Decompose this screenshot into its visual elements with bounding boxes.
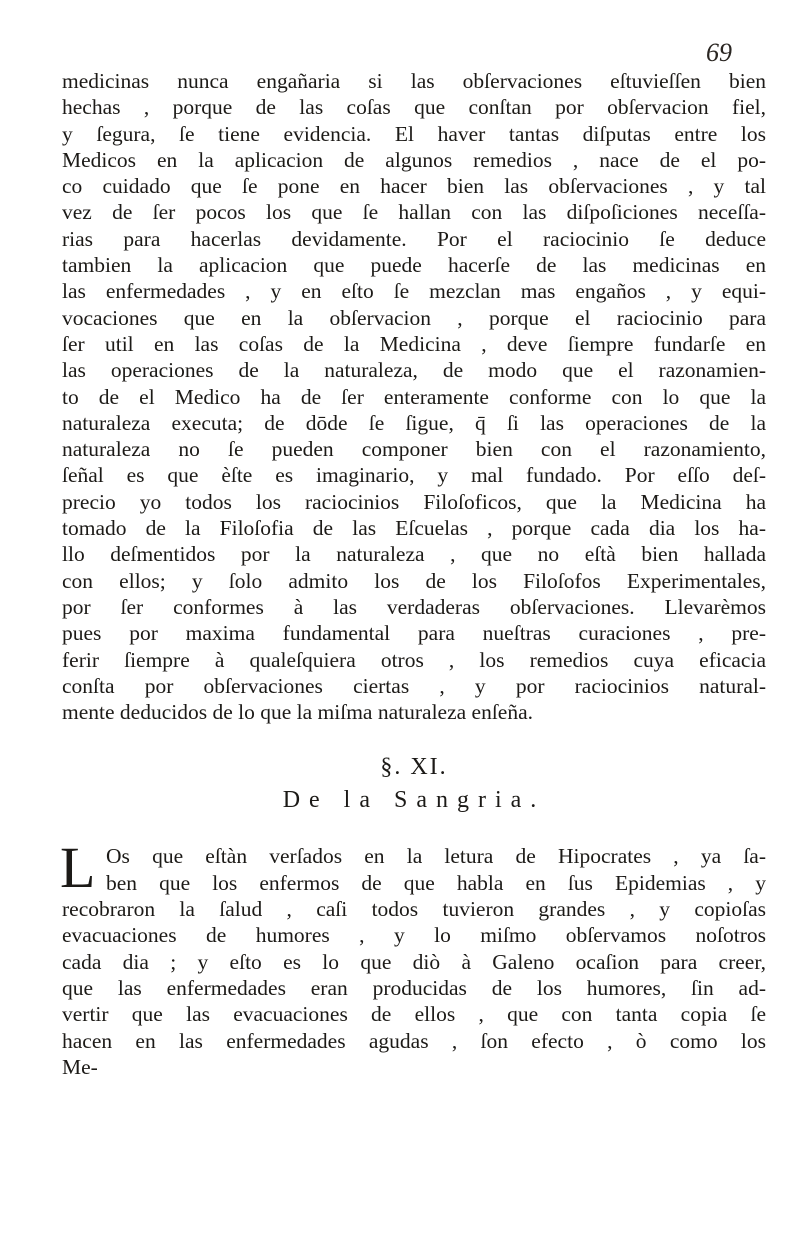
text-line: precio yo todos los raciocinios Filoſoficos, que la Medicina ha: [62, 489, 766, 514]
paragraph-sangria-rest: [62, 896, 766, 1054]
text-line: cada dia ; y eſto es lo que diò à Galeno ocaſion para creer,: [62, 949, 766, 974]
section-number: §. XI.: [380, 754, 448, 781]
text-line: naturaleza no ſe pueden componer bien con el razonamiento,: [62, 437, 766, 462]
text-line: vez de ſer pocos los que ſe hallan con las diſpoſiciones neceſſa-: [62, 200, 766, 225]
text-line: y ſegura, ſe tiene evidencia. El haver tantas diſputas entre los: [62, 121, 766, 146]
text-line: hechas , porque de las coſas que conſtan por obſervacion fiel,: [62, 95, 766, 120]
text-line: pues por maxima fundamental para nueſtras curaciones , pre-: [62, 621, 766, 646]
text-line: co cuidado que ſe pone en hacer bien las obſervaciones , y tal: [62, 174, 766, 199]
text-line: Os que eſtàn verſados en la letura de Hipocrates , ya ſa-: [106, 844, 766, 869]
drop-capital: L: [60, 835, 96, 901]
text-line: ſeñal es que èſte es imaginario, y mal fundado. Por eſſo deſ-: [62, 463, 766, 488]
text-line: to de el Medico ha de ſer enteramente conforme con lo que la: [62, 384, 766, 409]
text-line: mente deducidos de lo que la miſma naturaleza enſeña.: [62, 700, 534, 725]
text-line: ſer util en las coſas de la Medicina , deve ſiempre fundarſe en: [62, 331, 766, 356]
text-line: por ſer conformes à las verdaderas obſervaciones. Llevarèmos: [62, 594, 766, 619]
text-line: hacen en las enfermedades agudas , ſon efecto , ò como los: [62, 1028, 766, 1053]
text-line: rias para hacerlas devidamente. Por el raciocinio ſe deduce: [62, 226, 766, 251]
text-line: con ellos; y ſolo admito los de los Filoſofos Experimentales,: [62, 568, 766, 593]
text-line: tomado de la Filoſofia de las Eſcuelas , porque cada dia los ha-: [62, 516, 766, 541]
page-number: 69: [706, 38, 732, 67]
text-line: vertir que las evacuaciones de ellos , que con tanta copia ſe: [62, 1002, 766, 1027]
section-title: De la Sangria.: [282, 787, 546, 814]
text-line: evacuaciones de humores , y lo miſmo obſervamos noſotros: [62, 923, 766, 948]
page-body: [62, 68, 766, 1080]
paragraph-medicine-reasoning: [62, 68, 766, 725]
text-line: medicinas nunca engañaria si las obſervaciones eſtuvieſſen bien: [62, 69, 766, 93]
text-line: naturaleza executa; de dōde ſe ſigue, q̄ ſi las operaciones de la: [62, 410, 766, 435]
paragraph-sangria: [60, 835, 766, 1080]
text-line: las enfermedades , y en eſto ſe mezclan mas engaños , y equi-: [62, 279, 766, 304]
text-line: ferir ſiempre à qualeſquiera otros , los remedios cuya eficacia: [62, 647, 766, 672]
text-line: Medicos en la aplicacion de algunos remedios , nace de el po-: [62, 147, 766, 172]
text-line: llo deſmentidos por la naturaleza , que no eſtà bien hallada: [62, 542, 766, 567]
text-line: recobraron la ſalud , caſi todos tuvieron grandes , y copioſas: [62, 897, 766, 922]
text-line: ben que los enfermos de que habla en ſus Epidemias , y: [106, 870, 766, 895]
text-line: que las enfermedades eran producidas de los humores, ſin ad-: [62, 975, 766, 1000]
text-line: conſta por obſervaciones ciertas , y por raciocinios natural-: [62, 673, 766, 698]
text-line: tambien la aplicacion que puede hacerſe de las medicinas en: [62, 253, 766, 278]
text-line: las operaciones de la naturaleza, de modo que el razonamien-: [62, 358, 766, 383]
text-line: vocaciones que en la obſervacion , porque el raciocinio para: [62, 305, 766, 330]
catchword: Me-: [62, 1054, 98, 1079]
